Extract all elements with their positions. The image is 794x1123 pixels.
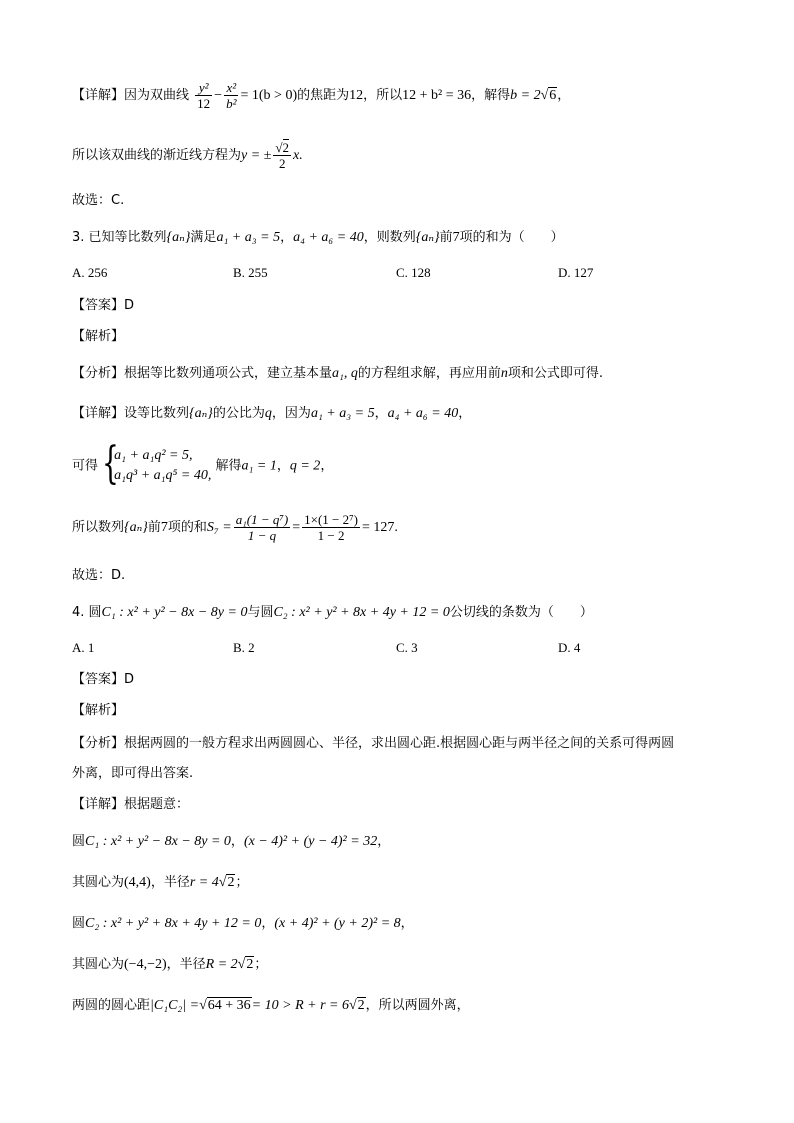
math: 12 — [349, 88, 364, 103]
sqrt: 64 + 36 — [207, 998, 251, 1013]
text: 前 — [147, 520, 161, 535]
text: ，半径 — [166, 957, 206, 972]
math: 7 — [160, 520, 168, 535]
math: a₄ + a₆ = 40 — [293, 230, 364, 245]
text: ，解得 — [471, 88, 511, 103]
text: 可得 — [72, 458, 99, 474]
fraction: $\frac{\text{y²}}{12}$ — [197, 80, 211, 111]
text: 与圆 — [247, 605, 274, 620]
analysis-line — [72, 364, 603, 384]
text: 4. 圆 — [72, 605, 102, 620]
math: q — [264, 406, 272, 421]
question-3 — [72, 228, 564, 248]
fraction: $\frac{\text{a₁(1 − q⁷)}}{1 - q}$ — [235, 512, 289, 543]
option-b[interactable]: B. 2 — [233, 640, 255, 655]
text: 项和公式即可得. — [507, 366, 604, 381]
math: (−4,−2) — [124, 957, 167, 972]
math: y = ± — [241, 148, 272, 163]
text: 其圆心为 — [72, 957, 125, 972]
math: a₁ + a₃ = 5 — [310, 406, 375, 421]
text: ， — [557, 88, 571, 103]
text: 圆 — [72, 834, 86, 849]
fraction: $\frac{\text{1×(1 − 2⁷)}}{1 - 2}$ — [304, 512, 358, 543]
analysis-line — [72, 734, 674, 754]
math: = 1(b > 0) — [240, 88, 298, 103]
math: C₁ : x² + y² − 8x − 8y = 0 — [101, 605, 248, 620]
text: 解得 — [215, 458, 242, 474]
text: ，所以 — [363, 88, 403, 103]
math: R = 2 — [205, 957, 238, 972]
sqrt: 6 — [549, 88, 557, 103]
math: C₂ : x² + y² + 8x + 4y + 12 = 0 — [85, 916, 262, 931]
select-line: 故选：C. — [72, 193, 125, 208]
detail-label: 【详解】 — [72, 88, 125, 103]
fraction: $\frac{√2}{2}$ — [275, 140, 290, 171]
math: {aₙ} — [124, 520, 148, 535]
detail-label: 【详解】 — [72, 406, 125, 421]
math: (x + 4)² + (y + 2)² = 8 — [274, 916, 401, 931]
text: ， — [458, 406, 472, 421]
option-b[interactable]: B. 255 — [233, 265, 268, 280]
math: x. — [293, 148, 303, 163]
analysis-line-cont: 外离，即可得出答案. — [72, 766, 194, 781]
math: q = 2 — [289, 458, 321, 474]
text: 因为双曲线 — [124, 88, 190, 103]
text: ， — [374, 406, 388, 421]
option-c[interactable]: C. 3 — [396, 640, 418, 655]
math: (4,4) — [124, 875, 151, 890]
analysis-label: 【分析】 — [72, 736, 125, 751]
circle-2-line: 圆C₂ : x² + y² + 8x + 4y + 12 = 0，(x + 4)² + (y + 2)² = 8， — [72, 916, 414, 931]
answer-line: 【答案】D — [72, 672, 135, 687]
circle-2-center-line: 其圆心为(−4,−2)，半径R = 2√2； — [72, 955, 267, 975]
text: 的方程组求解，再应用前 — [357, 366, 501, 381]
circle-1-center-line: 其圆心为(4,4)，半径r = 4√2； — [72, 873, 248, 893]
math: = 10 > R + r = 6 — [251, 998, 349, 1013]
math: b = 2 — [510, 88, 541, 103]
math: n — [500, 366, 508, 381]
option-a[interactable]: A. 1 — [72, 640, 95, 655]
option-a[interactable]: A. 256 — [72, 265, 108, 280]
math: |C₁C₂| = — [150, 998, 200, 1013]
fraction: $\frac{\text{x²}}{\text{b²}}$ — [226, 80, 237, 111]
math: a₁ = 1 — [241, 458, 277, 474]
text: 所以数列 — [72, 520, 125, 535]
option-c[interactable]: C. 128 — [396, 265, 431, 280]
math: {aₙ} — [166, 230, 191, 245]
text: 其圆心为 — [72, 875, 125, 890]
math: C₂ : x² + y² + 8x + 4y + 12 = 0 — [273, 605, 450, 620]
detail-label: 【详解】 — [72, 797, 125, 812]
equation-system-line — [72, 438, 334, 489]
distance-line: 两圆的圆心距|C₁C₂| =√64 + 36= 10 > R + r = 6√2，所以两圆外离， — [72, 996, 470, 1016]
math: (x − 4)² + (y − 4)² = 32 — [243, 834, 378, 849]
text: ， — [280, 230, 294, 245]
text: 前 — [439, 230, 453, 245]
detail-line-asymptote — [72, 140, 303, 171]
text: 圆 — [72, 916, 86, 931]
text: ，则数列 — [363, 230, 416, 245]
sqrt: 2 — [246, 957, 254, 972]
math: S₇ = — [206, 520, 232, 535]
select-line-q3: 故选：D. — [72, 568, 126, 583]
detail-line-q4 — [72, 795, 189, 815]
equation-system: { a₁ + a₁q² = 5, a₁q³ + a₁q⁵ = 40, — [102, 438, 212, 489]
sqrt: 2 — [227, 875, 235, 890]
option-d[interactable]: D. 4 — [558, 640, 581, 655]
text: 根据等比数列通项公式，建立基本量 — [124, 366, 333, 381]
detail-line-q3 — [72, 404, 471, 424]
analysis-label: 【分析】 — [72, 366, 125, 381]
math: {aₙ} — [415, 230, 440, 245]
math: a₁, q — [332, 366, 358, 381]
question-4 — [72, 603, 593, 623]
text: 满足 — [190, 230, 217, 245]
text: 3. 已知等比数列 — [72, 230, 167, 245]
text: ， — [276, 458, 290, 474]
text: ， — [320, 458, 334, 474]
math: r = 4 — [189, 875, 219, 890]
detail-line-hyperbola: 【详解】因为双曲线 $\frac{\text{y²}}{12}$ − $\frac{\text{x²}}{\text{b²}}$ = 1(b > 0)的焦距为12，所以12 + b² = 36，解得b = 2√6， — [72, 80, 571, 111]
text: 两圆的圆心距 — [72, 998, 151, 1013]
text: 根据题意： — [124, 797, 190, 812]
text: ，所以两圆外离， — [365, 998, 470, 1013]
option-d[interactable]: D. 127 — [558, 265, 594, 280]
text: 项的和为（ ） — [459, 230, 564, 245]
text: ，半径 — [150, 875, 190, 890]
math: a₄ + a₆ = 40 — [387, 406, 459, 421]
text: 设等比数列 — [124, 406, 190, 421]
math: = 127. — [362, 520, 398, 535]
text: 根据两圆的一般方程求出两圆圆心、半径，求出圆心距.根据圆心距与两半径之间的关系可得两圆 — [124, 736, 675, 751]
text: 项的和 — [167, 520, 207, 535]
circle-1-line: 圆C₁ : x² + y² − 8x − 8y = 0，(x − 4)² + (y − 4)² = 32， — [72, 834, 391, 849]
answer-line: 【答案】D — [72, 298, 135, 313]
text: 的公比为 — [212, 406, 265, 421]
text: 公切线的条数为（ ） — [449, 605, 593, 620]
text: ，因为 — [271, 406, 311, 421]
analysis-heading: 【解析】 — [72, 329, 125, 344]
math: 7 — [452, 230, 460, 245]
math: 12 + b² = 36 — [402, 88, 472, 103]
math: {aₙ} — [189, 406, 213, 421]
math: a₁ + a₃ = 5 — [216, 230, 281, 245]
text: 的焦距为 — [297, 88, 350, 103]
math: C₁ : x² + y² − 8x − 8y = 0 — [85, 834, 231, 849]
sum-line: 所以数列{aₙ}前7项的和S₇ = $\frac{\text{a₁(1 − q⁷)}}{1 - q}$ = $\frac{\text{1×(1 − 2⁷)}}{1 - 2}$ = 127. — [72, 512, 398, 543]
sqrt: 2 — [357, 998, 365, 1013]
text: 所以该双曲线的渐近线方程为 — [72, 148, 242, 163]
analysis-heading: 【解析】 — [72, 703, 125, 718]
